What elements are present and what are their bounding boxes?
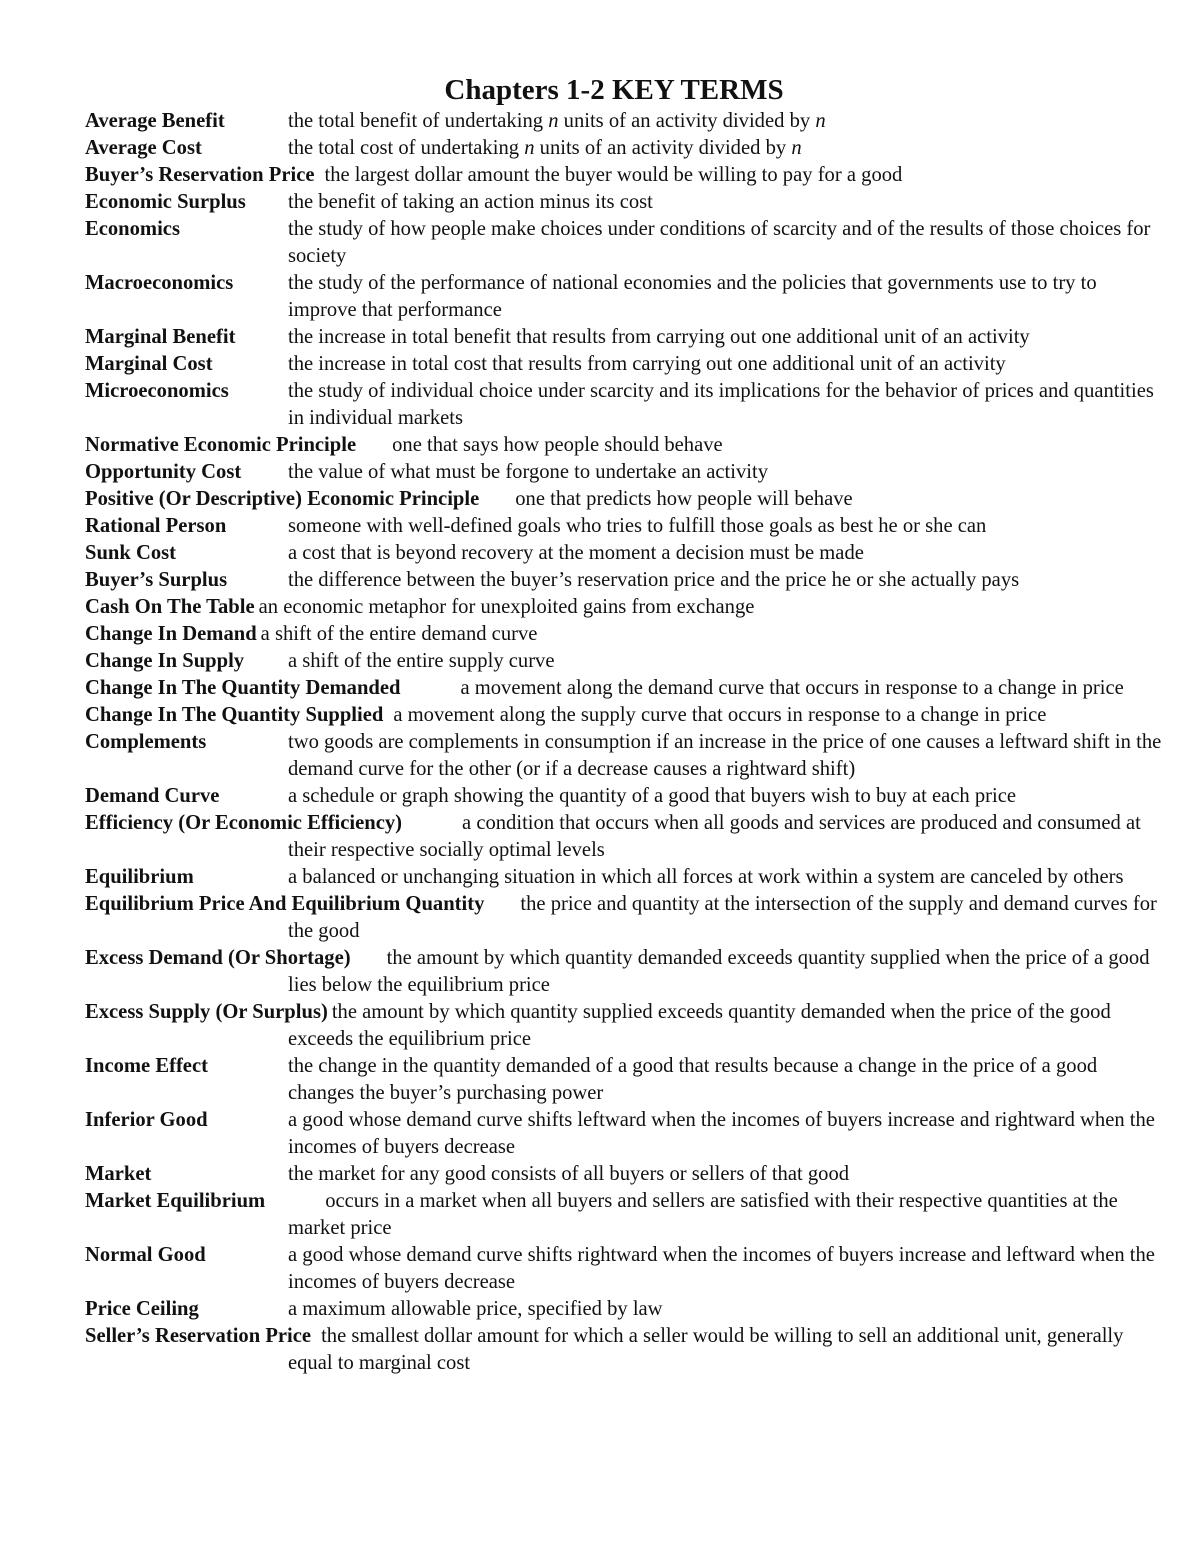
term-name: Demand Curve [85,785,220,807]
term-entry-market-equilibrium [85,1188,1165,1242]
term-entry-sunk-cost [85,540,1165,567]
term-entry-economics [85,216,1165,270]
term-entry-equilibrium-price-and-quantity [85,891,1165,945]
term-definition: the value of what must be forgone to undertake an activity [288,461,768,483]
term-name: Average Cost [85,137,202,159]
term-entry-excess-supply [85,999,1165,1053]
term-definition: a good whose demand curve shifts rightward when the incomes of buyers increase and leftward when the incomes of buyers decrease [288,1244,1155,1293]
term-entry-efficiency [85,810,1165,864]
term-definition: the study of the performance of national economies and the policies that governments use to try to improve that performance [288,272,1097,321]
term-definition: a movement along the demand curve that occurs in response to a change in price [460,677,1124,699]
term-name: Cash On The Table [85,596,255,618]
term-definition: a movement along the supply curve that occurs in response to a change in price [393,704,1047,726]
term-definition: occurs in a market when all buyers and sellers are satisfied with their respective quantities at the market price [288,1190,1118,1239]
term-entry-buyers-surplus [85,567,1165,594]
term-entry-opportunity-cost [85,459,1165,486]
term-name: Seller’s Reservation Price [85,1325,312,1347]
term-definition: the benefit of taking an action minus its cost [288,191,653,213]
term-entry-income-effect [85,1053,1165,1107]
term-entry-normal-good [85,1242,1165,1296]
term-definition: two goods are complements in consumption if an increase in the price of one causes a leftward shift in the demand curve for the other (or if a decrease causes a rightward shift) [288,731,1162,780]
term-entry-rational-person [85,513,1165,540]
term-entry-positive-economic-principle [85,486,1165,513]
term-entry-equilibrium [85,864,1165,891]
term-name: Inferior Good [85,1109,208,1131]
term-definition: one that says how people should behave [392,434,723,456]
term-name: Complements [85,731,207,753]
term-definition: the price and quantity at the intersection of the supply and demand curves for the good [288,893,1157,942]
term-definition: the total cost of undertaking n units of an activity divided by n [288,137,802,159]
term-name: Equilibrium [85,866,194,888]
term-name: Income Effect [85,1055,208,1077]
term-entry-macroeconomics [85,270,1165,324]
term-entry-average-cost [85,135,1165,162]
term-entry-price-ceiling [85,1296,1165,1323]
term-definition: the study of how people make choices under conditions of scarcity and of the results of those choices for society [288,218,1151,267]
term-name: Price Ceiling [85,1298,199,1320]
term-name: Equilibrium Price And Equilibrium Quantity [85,893,485,915]
term-name: Positive (Or Descriptive) Economic Principle [85,488,480,510]
term-definition: a schedule or graph showing the quantity of a good that buyers wish to buy at each price [288,785,1017,807]
term-definition: the market for any good consists of all buyers or sellers of that good [288,1163,850,1185]
term-name: Market Equilibrium [85,1190,266,1212]
term-definition: the difference between the buyer’s reservation price and the price he or she actually pays [288,569,1020,591]
term-definition: the increase in total cost that results from carrying out one additional unit of an activity [288,353,1006,375]
term-name: Change In The Quantity Supplied [85,704,384,726]
term-entry-average-benefit [85,108,1165,135]
term-entry-cash-on-the-table [85,594,1165,621]
term-entry-complements [85,729,1165,783]
term-definition: a shift of the entire demand curve [260,623,538,645]
term-entry-market [85,1161,1165,1188]
term-entry-buyers-reservation-price [85,162,1165,189]
term-entry-economic-surplus [85,189,1165,216]
page-title: Chapters 1-2 KEY TERMS [444,74,784,106]
term-name: Efficiency (Or Economic Efficiency) [85,812,403,834]
term-definition: a cost that is beyond recovery at the moment a decision must be made [288,542,864,564]
term-name: Macroeconomics [85,272,234,294]
term-name: Excess Demand (Or Shortage) [85,947,351,969]
term-entry-sellers-reservation-price [85,1323,1165,1377]
term-definition: the change in the quantity demanded of a good that results because a change in the price of a good changes the buyer’s purchasing power [288,1055,1098,1104]
term-definition: a maximum allowable price, specified by law [288,1298,663,1320]
term-name: Microeconomics [85,380,229,402]
term-definition: the amount by which quantity supplied exceeds quantity demanded when the price of the good exceeds the equilibrium price [288,1001,1111,1050]
term-name: Buyer’s Surplus [85,569,228,591]
term-entry-marginal-cost [85,351,1165,378]
term-definition: a shift of the entire supply curve [288,650,555,672]
term-name: Excess Supply (Or Surplus) [85,1001,328,1023]
term-name: Change In The Quantity Demanded [85,677,401,699]
term-name: Rational Person [85,515,227,537]
term-entry-normative-economic-principle [85,432,1165,459]
term-entry-change-in-demand [85,621,1165,648]
term-entry-change-in-quantity-supplied [85,702,1165,729]
term-name: Change In Supply [85,650,245,672]
term-name: Sunk Cost [85,542,177,564]
term-entry-excess-demand [85,945,1165,999]
term-name: Marginal Cost [85,353,213,375]
term-entry-inferior-good [85,1107,1165,1161]
term-name: Economic Surplus [85,191,246,213]
term-definition: the total benefit of undertaking n units of an activity divided by n [288,110,826,132]
term-entry-marginal-benefit [85,324,1165,351]
term-definition: the study of individual choice under scarcity and its implications for the behavior of prices and quantities in individual markets [288,380,1154,429]
term-entry-microeconomics [85,378,1165,432]
term-name: Buyer’s Reservation Price [85,164,315,186]
term-entry-change-in-supply [85,648,1165,675]
term-definition: a condition that occurs when all goods and services are produced and consumed at their respective socially optimal levels [288,812,1141,861]
term-definition: an economic metaphor for unexploited gains from exchange [258,596,755,618]
term-entry-demand-curve [85,783,1165,810]
term-name: Economics [85,218,180,240]
term-name: Average Benefit [85,110,225,132]
term-definition: someone with well-defined goals who tries to fulfill those goals as best he or she can [288,515,987,537]
term-name: Opportunity Cost [85,461,242,483]
term-name: Marginal Benefit [85,326,236,348]
term-name: Market [85,1163,152,1185]
term-name: Change In Demand [85,623,257,645]
term-entry-change-in-quantity-demanded [85,675,1165,702]
term-definition: the smallest dollar amount for which a seller would be willing to sell an additional unit, generally equal to marginal cost [288,1325,1124,1374]
term-definition: a balanced or unchanging situation in which all forces at work within a system are canceled by others [288,866,1124,888]
term-definition: a good whose demand curve shifts leftward when the incomes of buyers increase and rightward when the incomes of buyers decrease [288,1109,1155,1158]
term-definition: one that predicts how people will behave [515,488,853,510]
term-name: Normative Economic Principle [85,434,357,456]
term-name: Normal Good [85,1244,206,1266]
key-terms-list [85,108,1165,1377]
term-definition: the increase in total benefit that results from carrying out one additional unit of an activity [288,326,1030,348]
term-definition: the largest dollar amount the buyer would be willing to pay for a good [324,164,903,186]
term-definition: the amount by which quantity demanded exceeds quantity supplied when the price of a good lies below the equilibrium price [288,947,1150,996]
